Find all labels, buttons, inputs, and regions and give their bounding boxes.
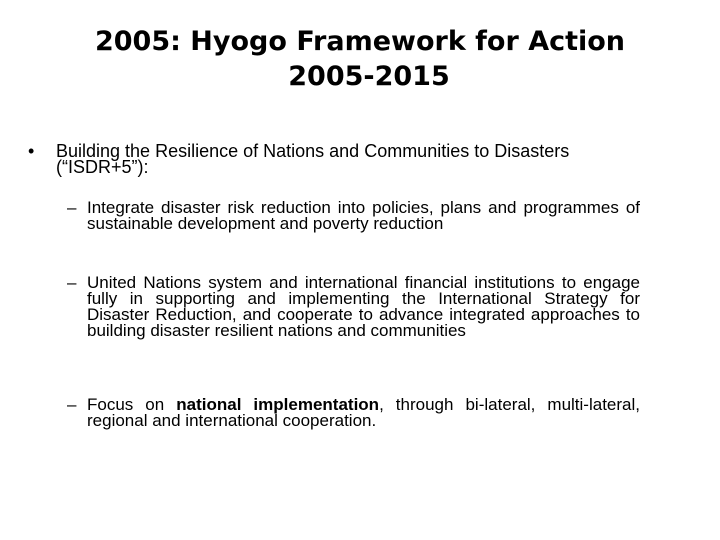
national-implementation-emphasis: national implementation xyxy=(176,395,380,414)
sub-bullet-3 xyxy=(67,397,640,429)
sub-bullet-3-text xyxy=(87,397,640,429)
sub-bullet-3-text-before: Focus on xyxy=(87,395,177,414)
bullet-marker: • xyxy=(28,141,35,161)
slide-title xyxy=(60,24,660,94)
sub-bullet-2-text: United Nations system and international financial institutions to engage fully in supporting and implementing the International Strategy for Disaster Reduction, and cooperate to advance integrated approaches to building disaster resilient nations and communities xyxy=(87,273,640,340)
main-bullet xyxy=(28,143,648,175)
sub-bullet-2 xyxy=(67,275,640,339)
dash-marker: – xyxy=(67,198,77,217)
sub-bullet-1 xyxy=(67,200,640,232)
title-line-1: 2005: Hyogo Framework for Action xyxy=(94,26,626,57)
sub-bullet-1-text: Integrate disaster risk reduction into policies, plans and programmes of sustainable development and poverty reduction xyxy=(87,198,640,233)
main-bullet-text: Building the Resilience of Nations and Communities to Disasters (“ISDR+5”): xyxy=(56,141,570,177)
sub-bullet-3-text-after: , through bi-lateral, multi-lateral, regional and international cooperation. xyxy=(87,395,640,430)
dash-marker: – xyxy=(67,395,77,414)
dash-marker: – xyxy=(67,273,77,292)
title-line-2: 2005-2015 xyxy=(288,61,450,92)
